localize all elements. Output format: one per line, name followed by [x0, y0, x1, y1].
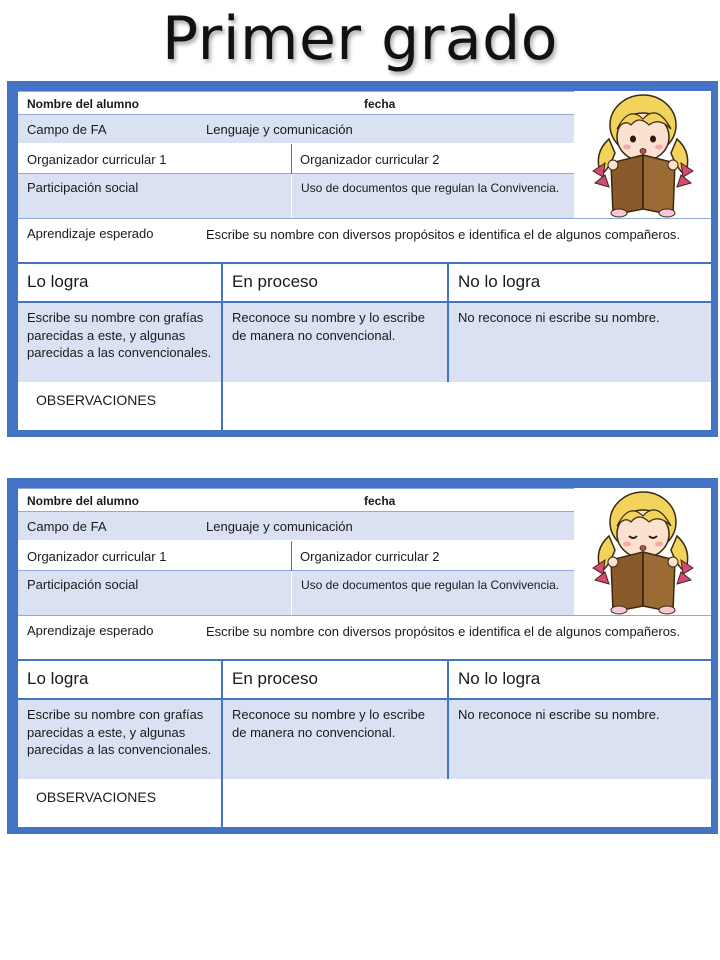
column-divider — [447, 661, 449, 779]
observations-label: OBSERVACIONES — [36, 392, 157, 408]
organizer-value-row — [18, 571, 574, 615]
column-divider — [221, 264, 223, 430]
organizer-value-row — [18, 174, 574, 218]
learning-row — [18, 218, 711, 264]
observations-row — [18, 382, 711, 430]
student-row — [18, 488, 574, 512]
learning-value: Escribe su nombre con diversos propósitos e identifica el de algunos compañeros. — [206, 624, 681, 639]
organizer-2-label: Organizador curricular 2 — [300, 549, 440, 564]
column-divider — [447, 264, 449, 382]
evaluation-card — [7, 81, 718, 437]
page-title: Primer grado — [162, 4, 558, 74]
level-not-achieved: No lo logra — [458, 272, 541, 291]
levels-row — [18, 264, 711, 303]
learning-label: Aprendizaje esperado — [27, 226, 154, 241]
campo-row — [18, 512, 574, 541]
organizer-2-label: Organizador curricular 2 — [300, 152, 440, 167]
description-not-achieved: No reconoce ni escribe su nombre. — [458, 310, 660, 325]
level-in-progress: En proceso — [232, 272, 318, 291]
observations-row — [18, 779, 711, 827]
column-divider — [291, 541, 292, 571]
girl-reading-book-icon — [579, 91, 711, 218]
organizer-1-label: Organizador curricular 1 — [27, 549, 167, 564]
column-divider — [291, 144, 292, 174]
student-name-label: Nombre del alumno — [27, 97, 140, 111]
campo-label: Campo de FA — [27, 519, 107, 534]
campo-row — [18, 115, 574, 144]
column-divider — [221, 661, 223, 827]
level-achieved: Lo logra — [27, 272, 89, 291]
student-name-label: Nombre del alumno — [27, 494, 140, 508]
column-divider — [291, 571, 292, 615]
evaluation-table — [18, 91, 711, 430]
learning-value: Escribe su nombre con diversos propósitos e identifica el de algunos compañeros. — [206, 227, 681, 242]
level-not-achieved: No lo logra — [458, 669, 541, 688]
organizer-header-row — [18, 144, 574, 174]
date-label: fecha — [364, 494, 396, 508]
evaluation-table — [18, 488, 711, 827]
description-in-progress: Reconoce su nombre y lo escribe de manera no convencional. — [232, 707, 425, 740]
campo-value: Lenguaje y comunicación — [206, 122, 353, 137]
evaluation-card — [7, 478, 718, 834]
student-row — [18, 91, 574, 115]
descriptions-row — [18, 303, 711, 382]
girl-reading-book-icon — [579, 488, 711, 615]
level-achieved: Lo logra — [27, 669, 89, 688]
organizer-1-value: Participación social — [27, 577, 139, 592]
organizer-1-label: Organizador curricular 1 — [27, 152, 167, 167]
campo-label: Campo de FA — [27, 122, 107, 137]
levels-row — [18, 661, 711, 700]
organizer-header-row — [18, 541, 574, 571]
column-divider — [291, 174, 292, 218]
level-in-progress: En proceso — [232, 669, 318, 688]
observations-label: OBSERVACIONES — [36, 789, 157, 805]
learning-row — [18, 615, 711, 661]
date-label: fecha — [364, 97, 396, 111]
description-achieved: Escribe su nombre con grafías parecidas a este, y algunas parecidas a las convencionales. — [27, 707, 212, 757]
organizer-2-value: Uso de documentos que regulan la Convivencia. — [301, 578, 560, 592]
organizer-2-value: Uso de documentos que regulan la Convivencia. — [301, 181, 560, 195]
organizer-1-value: Participación social — [27, 180, 139, 195]
learning-label: Aprendizaje esperado — [27, 623, 154, 638]
descriptions-row — [18, 700, 711, 779]
description-achieved: Escribe su nombre con grafías parecidas a este, y algunas parecidas a las convencionales. — [27, 310, 212, 360]
campo-value: Lenguaje y comunicación — [206, 519, 353, 534]
description-not-achieved: No reconoce ni escribe su nombre. — [458, 707, 660, 722]
description-in-progress: Reconoce su nombre y lo escribe de manera no convencional. — [232, 310, 425, 343]
